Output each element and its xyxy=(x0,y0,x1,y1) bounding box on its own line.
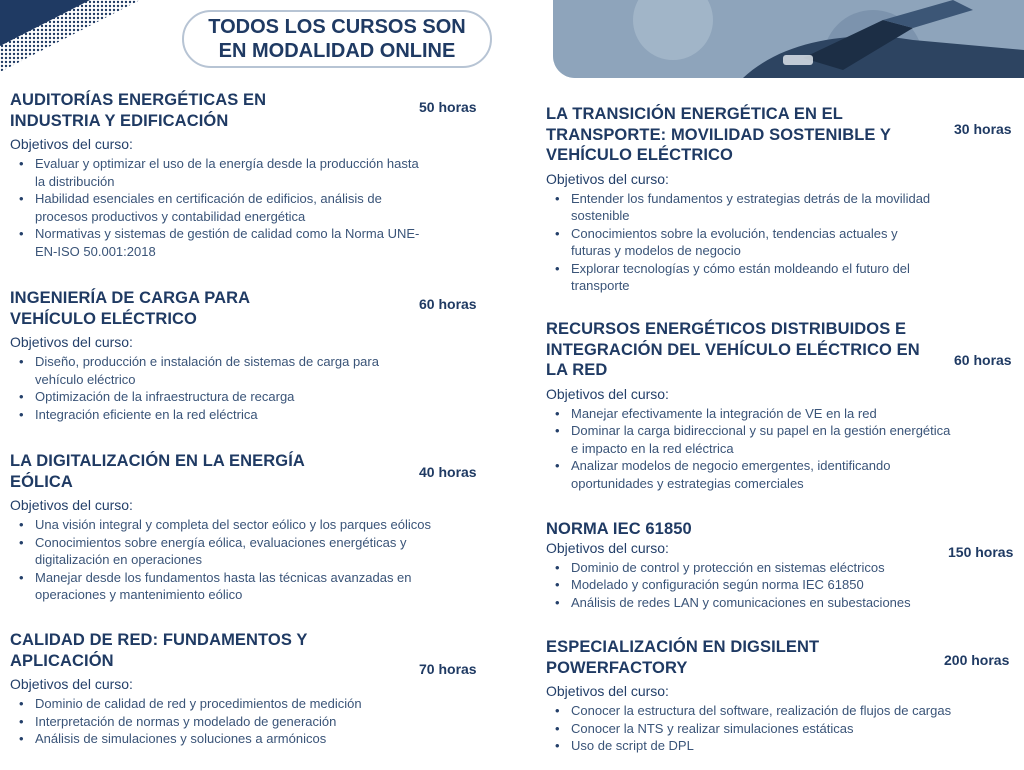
list-item: • Evaluar y optimizar el uso de la energía desde la producción hasta la distribución xyxy=(10,155,490,190)
list-item: • Manejar efectivamente la integración de VE en la red xyxy=(546,405,1018,423)
list-item: • Entender los fundamentos y estrategias detrás de la movilidad sostenible xyxy=(546,190,1018,225)
objectives-list xyxy=(546,405,1018,493)
list-item: • Análisis de simulaciones y soluciones a armónicos xyxy=(10,730,490,748)
course-hours: 30 horas xyxy=(954,121,1012,137)
ev-charger-photo xyxy=(553,0,1024,78)
objectives-list xyxy=(546,559,1018,612)
course-recursos-distribuidos xyxy=(546,319,1018,492)
course-title: CALIDAD DE RED: FUNDAMENTOS Y APLICACIÓN xyxy=(10,631,308,670)
course-hours: 50 horas xyxy=(419,99,477,115)
objectives-label: Objetivos del curso: xyxy=(10,497,133,513)
list-item: • Uso de script de DPL xyxy=(546,737,1018,755)
objectives-list xyxy=(10,155,490,260)
course-title: LA TRANSICIÓN ENERGÉTICA EN EL TRANSPORTE: MOVILIDAD SOSTENIBLE Y VEHÍCULO ELÉCTRICO xyxy=(546,105,892,164)
list-item: • Explorar tecnologías y cómo están moldeando el futuro del transporte xyxy=(546,260,1018,295)
objectives-list xyxy=(10,353,490,423)
course-title: ESPECIALIZACIÓN EN DIGSILENT POWERFACTORY xyxy=(546,638,820,677)
list-item: • Modelado y configuración según norma IEC 61850 xyxy=(546,576,1018,594)
course-digsilent xyxy=(546,637,1018,755)
course-norma-iec xyxy=(546,519,1018,611)
course-title: INGENIERÍA DE CARGA PARA VEHÍCULO ELÉCTRICO xyxy=(10,289,251,328)
list-item: • Análisis de redes LAN y comunicaciones en subestaciones xyxy=(546,594,1018,612)
objectives-label: Objetivos del curso: xyxy=(10,676,133,692)
list-item: • Optimización de la infraestructura de recarga xyxy=(10,388,490,406)
online-modality-banner: TODOS LOS CURSOS SON EN MODALIDAD ONLINE xyxy=(182,10,492,68)
list-item: • Diseño, producción e instalación de sistemas de carga para vehículo eléctrico xyxy=(10,353,490,388)
objectives-label: Objetivos del curso: xyxy=(546,385,669,402)
list-item: • Manejar desde los fundamentos hasta las técnicas avanzadas en operaciones y mantenimiento eólico xyxy=(10,569,490,604)
objectives-label: Objetivos del curso: xyxy=(546,170,669,187)
course-hours: 40 horas xyxy=(419,464,477,480)
course-calidad-red xyxy=(10,630,490,748)
course-auditorias xyxy=(10,90,490,260)
list-item: • Habilidad esenciales en certificación de edificios, análisis de procesos productivos y contabilidad energética xyxy=(10,190,490,225)
ev-charger-icon xyxy=(553,0,1024,78)
halftone-corner-decoration xyxy=(0,0,140,72)
objectives-label: Objetivos del curso: xyxy=(10,334,133,350)
list-item: • Dominio de calidad de red y procedimientos de medición xyxy=(10,695,490,713)
course-hours: 60 horas xyxy=(419,296,477,312)
course-title: LA DIGITALIZACIÓN EN LA ENERGÍA EÓLICA xyxy=(10,452,305,491)
objectives-label: Objetivos del curso: xyxy=(546,539,669,556)
course-digitalizacion-eolica xyxy=(10,451,490,604)
list-item: • Interpretación de normas y modelado de generación xyxy=(10,713,490,731)
list-item: • Integración eficiente en la red eléctrica xyxy=(10,406,490,424)
list-item: • Dominar la carga bidireccional y su papel en la gestión energética e impacto en la red eléctrica xyxy=(546,422,1018,457)
course-transicion-transporte xyxy=(546,104,1018,295)
objectives-list xyxy=(10,516,490,604)
course-title: AUDITORÍAS ENERGÉTICAS EN INDUSTRIA Y EDIFICACIÓN xyxy=(10,91,267,130)
course-hours: 60 horas xyxy=(954,352,1012,368)
course-title: RECURSOS ENERGÉTICOS DISTRIBUIDOS E INTEGRACIÓN DEL VEHÍCULO ELÉCTRICO EN LA RED xyxy=(546,320,920,379)
list-item: • Conocer la estructura del software, realización de flujos de cargas xyxy=(546,702,1018,720)
objectives-list xyxy=(10,695,490,748)
objectives-label: Objetivos del curso: xyxy=(10,136,133,152)
list-item: • Dominio de control y protección en sistemas eléctricos xyxy=(546,559,1018,577)
course-hours: 150 horas xyxy=(948,544,1014,560)
course-hours: 200 horas xyxy=(944,652,1010,668)
list-item: • Una visión integral y completa del sector eólico y los parques eólicos xyxy=(10,516,490,534)
course-hours: 70 horas xyxy=(419,661,477,677)
course-ingenieria-carga xyxy=(10,288,490,423)
objectives-label: Objetivos del curso: xyxy=(546,683,669,699)
objectives-list xyxy=(546,190,1018,295)
course-title: NORMA IEC 61850 xyxy=(546,520,692,538)
objectives-list xyxy=(546,702,1018,755)
list-item: • Normativas y sistemas de gestión de calidad como la Norma UNE- EN-ISO 50.001:2018 xyxy=(10,225,490,260)
list-item: • Conocimientos sobre energía eólica, evaluaciones energéticas y digitalización en operaciones xyxy=(10,534,490,569)
list-item: • Conocimientos sobre la evolución, tendencias actuales y futuras y modelos de negocio xyxy=(546,225,1018,260)
list-item: • Conocer la NTS y realizar simulaciones estáticas xyxy=(546,720,1018,738)
list-item: • Analizar modelos de negocio emergentes, identificando oportunidades y estrategias comerciales xyxy=(546,457,1018,492)
